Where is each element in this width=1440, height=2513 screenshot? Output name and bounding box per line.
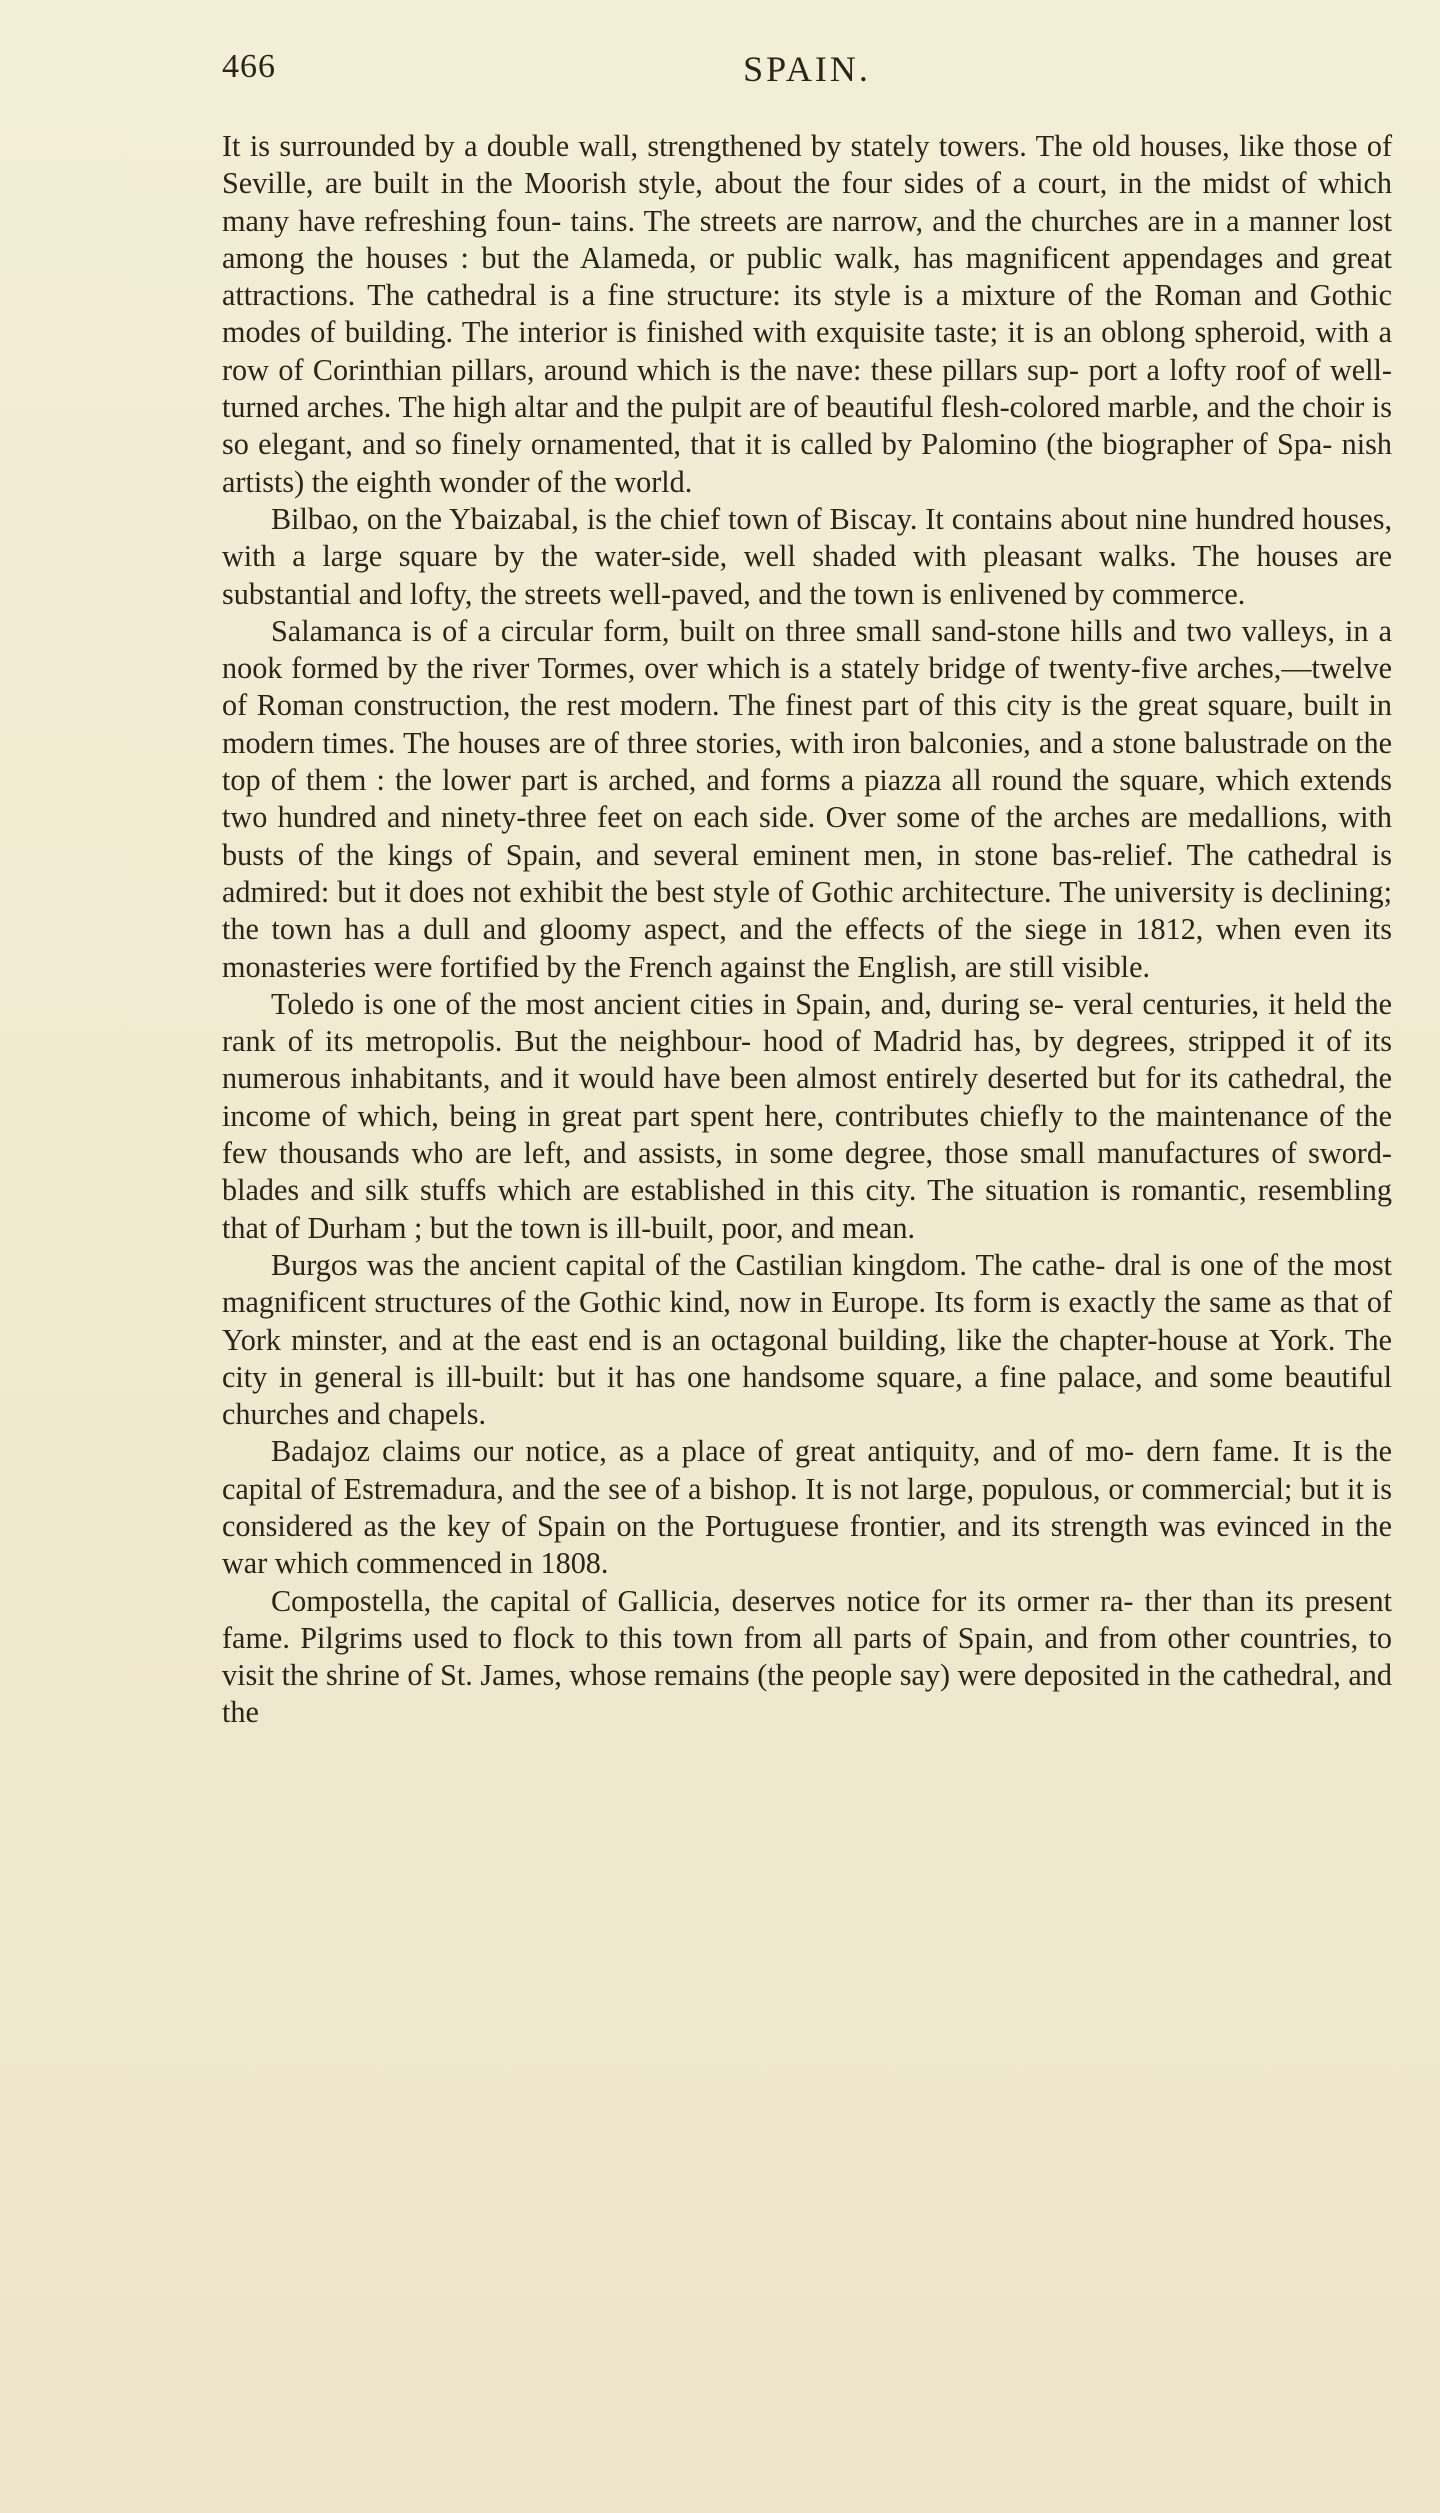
paragraph-salamanca: Salamanca is of a circular form, built on three small sand-stone hills and two valleys, in a nook formed by the river Tormes, over which is a stately bridge of twenty-five arches,—twelve of Roman construction, the rest modern. The finest part of this city is the great square, built in modern times. The houses are of three stories, with iron balconies, and a stone balustrade on the top of them : the lower part is arched, and forms a piazza all round the square, which extends two hundred and ninety-three feet on each side. Over some of the arches are medallions, with busts of the kings of Spain, and several eminent men, in stone bas-relief. The cathedral is admired: but it does not exhibit the best style of Gothic architecture. The university is declining; the town has a dull and gloomy aspect, and the effects of the siege in 1812, when even its monasteries were fortified by the French against the English, are still visible.: [222, 613, 1392, 984]
paragraph-cordova-continued: It is surrounded by a double wall, strengthened by stately towers. The old houses, like those of Seville, are built in the Moorish style, about the four sides of a court, in the midst of which many have refreshing foun- tains. The streets are narrow, and the churches are in a manner lost among the houses : but the Alameda, or public walk, has magnificent appendages and great attractions. The cathedral is a fine structure: its style is a mixture of the Roman and Gothic modes of building. The interior is finished with exquisite taste; it is an oblong spheroid, with a row of Corinthian pillars, around which is the nave: these pillars sup- port a lofty roof of well-turned arches. The high altar and the pulpit are of beautiful flesh-colored marble, and the choir is so elegant, and so finely ornamented, that it is called by Palomino (the biographer of Spa- nish artists) the eighth wonder of the world.: [222, 129, 1392, 499]
running-head: [222, 48, 1392, 98]
paragraph-compostella: Compostella, the capital of Gallicia, deserves notice for its ormer ra- ther than its present fame. Pilgrims used to flock to this town from all parts of Spain, and from other countries, to visit the shrine of St. James, whose remains (the people say) were deposited in the cathedral, and the: [222, 1583, 1392, 1730]
paragraph-badajoz: Badajoz claims our notice, as a place of great antiquity, and of mo- dern fame. It is the capital of Estremadura, and the see of a bishop. It is not large, populous, or commercial; but it is considered as the key of Spain on the Portuguese frontier, and its strength was evinced in the war which commenced in 1808.: [222, 1434, 1392, 1581]
paragraph-toledo: Toledo is one of the most ancient cities in Spain, and, during se- veral centuries, it held the rank of its metropolis. But the neighbour- hood of Madrid has, by degrees, stripped it of its numerous inhabitants, and it would have been almost entirely deserted but for its cathedral, the income of which, being in great part spent here, contributes chiefly to the maintenance of the few thousands who are left, and assists, in some degree, those small manufactures of sword-blades and silk stuffs which are established in this city. The situation is romantic, resembling that of Durham ; but the town is ill-built, poor, and mean.: [222, 986, 1392, 1245]
paragraph-burgos: Burgos was the ancient capital of the Castilian kingdom. The cathe- dral is one of the most magnificent structures of the Gothic kind, now in Europe. Its form is exactly the same as that of York minster, and at the east end is an octagonal building, like the chapter-house at York. The city in general is ill-built: but it has one handsome square, a fine palace, and some beautiful churches and chapels.: [222, 1247, 1392, 1432]
running-title: SPAIN.: [743, 49, 871, 89]
page-number: 466: [222, 48, 276, 85]
paragraph-bilbao: Bilbao, on the Ybaizabal, is the chief town of Biscay. It contains about nine hundred houses, with a large square by the water-side, well shaded with pleasant walks. The houses are substantial and lofty, the streets well-paved, and the town is enlivened by commerce.: [222, 501, 1392, 611]
body-text: [222, 128, 1392, 1732]
